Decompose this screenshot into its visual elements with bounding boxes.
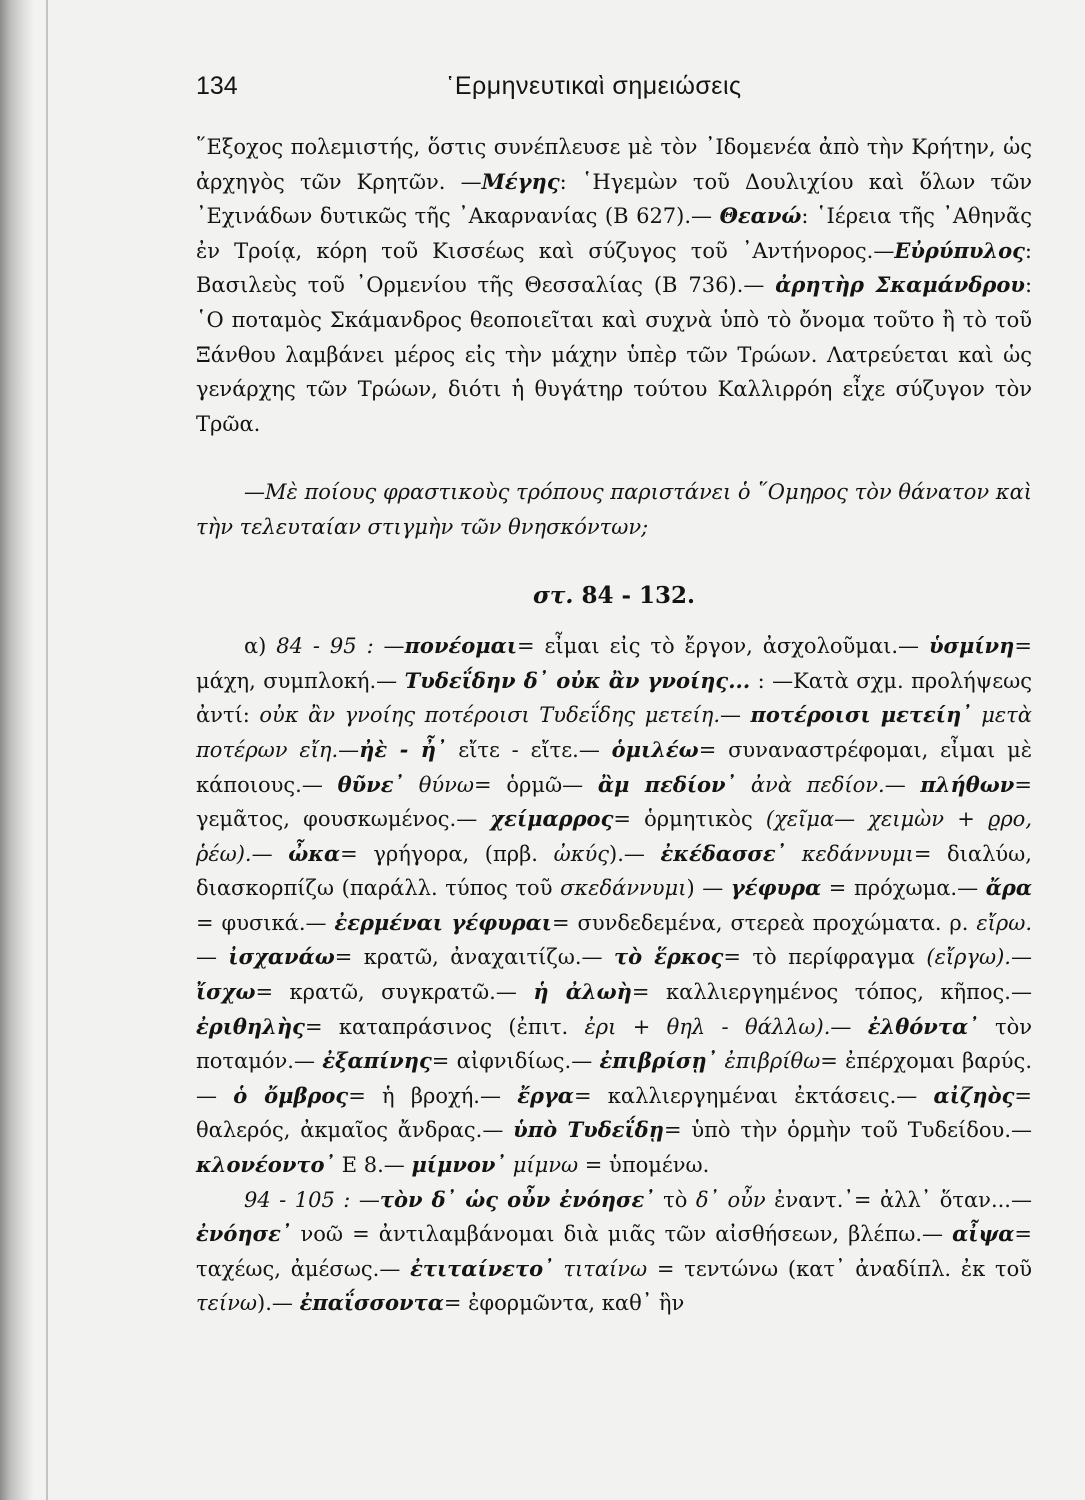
section-range: 84 - 132. <box>581 581 696 609</box>
text-run: : Βασιλεὺς τοῦ ᾿Ορμενίου τῆς Θεσσαλίας (Β 736).— <box>196 238 1032 298</box>
italic-text: δ᾿ οὖν <box>695 1187 766 1212</box>
italic-text: ἐπιβρίθω <box>724 1049 821 1074</box>
text-run: = πρόχωμα.— <box>821 876 986 901</box>
headword: ἴσχω <box>196 979 256 1005</box>
text-run: — <box>373 634 405 659</box>
italic-text: τείνω <box>196 1291 258 1316</box>
headword: Τυδεΐδην δ᾿ οὐκ ἂν γνοίης... <box>404 667 751 693</box>
page-gutter-shadow <box>0 0 34 1500</box>
text-run: = τεντώνω (κατ᾿ ἀναδίπλ. ἐκ τοῦ <box>647 1256 1032 1281</box>
running-title: ῾Ερμηνευτικαὶ σημειώσεις <box>446 72 742 100</box>
page-edge-line <box>46 0 48 1500</box>
text-run: — <box>196 945 229 970</box>
text-run: = ἐπέρχομαι βαρύς.— <box>196 1049 1032 1108</box>
headword: ὁμιλέω <box>611 736 699 762</box>
text-run: τὸ <box>654 1187 696 1212</box>
text-run <box>404 773 419 797</box>
headword: τὸ ἕρκος <box>613 944 724 970</box>
text-run: = γεμᾶτος, φουσκωμένος.— <box>196 772 1032 832</box>
headword: ἐξαπίνης <box>322 1048 432 1074</box>
notes-paragraph-b <box>196 1183 1032 1321</box>
text-run: = μάχη, συμπλοκή.— <box>196 634 1032 693</box>
italic-text: μετὰ ποτέρων εἴη. <box>196 703 1032 762</box>
notes-paragraph-a <box>196 629 1032 1183</box>
text-run: — <box>884 772 921 797</box>
italic-text: ἀνὰ πεδίον. <box>750 772 885 797</box>
text-run <box>736 773 751 797</box>
text-run: : ῾Ηγεμὼν τοῦ Δουλιχίου καὶ ὅλων τῶν ᾿Εχινάδων δυτικῶς τῆς ᾿Ακαρνανίας (Β 627).— <box>196 169 1033 229</box>
text-run: ) — <box>686 876 731 901</box>
text-run: Ε 8.— <box>335 1153 412 1178</box>
italic-text: μίμνω <box>512 1153 579 1178</box>
headword: κλονέοντο᾿ <box>196 1152 336 1178</box>
headword: αἶψα <box>952 1221 1015 1247</box>
text-run: — <box>830 1014 868 1039</box>
text-run: τὸν ποταμόν.— <box>196 1014 1032 1074</box>
headword: ἐπαΐσσοντα <box>299 1290 444 1316</box>
section-heading <box>196 579 1032 614</box>
headword: ἐνόησε᾿ <box>196 1221 292 1247</box>
headword: ὦκα <box>288 840 341 866</box>
text-run: = ἐφορμῶντα, καθ᾿ ἣν <box>443 1291 685 1316</box>
text-run: = κρατῶ, ἀναχαιτίζω.— <box>334 945 614 970</box>
text-run: = αἰφνιδίως.— <box>431 1049 600 1074</box>
headword: ἔργα <box>517 1082 574 1108</box>
headword: ὑπὸ Τυδεΐδῃ <box>513 1117 664 1143</box>
italic-text: θύνω <box>418 772 475 797</box>
text-run: = τὸ περίφραγμα <box>723 945 927 970</box>
headword: Εὐρύπυλος <box>894 237 1025 263</box>
page-number: 134 <box>196 72 238 100</box>
section-abbr: στ. <box>532 581 574 609</box>
text-run: = συνδεδεμένα, στερεὰ προχώματα. ρ. <box>551 910 977 935</box>
text-run: ῞Εξοχος πολεμιστής, ὅστις συνέπλευσε μὲ τὸν ᾿Ιδομενέα ἀπὸ τὴν Κρήτην, ὡς ἀρχηγὸς τῶν Κρητῶν. — <box>196 135 1032 194</box>
headword: μίμνον᾿ <box>411 1152 506 1178</box>
text-run <box>972 703 982 727</box>
text-run: : ῾Ο ποταμὸς Σκάμανδρος θεοποιεῖται καὶ συχνὰ ὑπὸ τὸ ὄνομα τοῦτο ἢ τὸ τοῦ Ξάνθου λαμβάνει μέρος εἰς τὴν μάχην ὑπὲρ τῶν Τρώων. Λατρεύεται καὶ ὡς γενάρχης τῶν Τρώων, διότι ἡ θυγάτηρ τούτου Καλλιρρόη εἶχε σύζυγον τὸν Τρῶα. <box>196 273 1033 436</box>
italic-text: 94 - 105 : <box>244 1187 351 1212</box>
intro-paragraph <box>196 130 1032 441</box>
italic-text: κεδάννυμι <box>801 841 914 866</box>
text-run: — <box>350 1187 380 1212</box>
italic-text: ἐρι + θηλ - θάλλω). <box>584 1014 831 1039</box>
text-run: = ἡ βροχή.— <box>348 1083 518 1108</box>
italic-text: 84 - 95 : <box>276 634 374 659</box>
text-run: = εἶμαι εἰς τὸ ἔργον, ἀσχολοῦμαι.— <box>516 634 929 659</box>
text-run <box>506 1153 513 1177</box>
headword: ἂμ πεδίον᾿ <box>597 771 737 797</box>
text-run: εἴτε - εἴτε.— <box>446 737 612 762</box>
headword: ἀρητὴρ Σκαμάνδρου <box>775 272 1025 298</box>
text-run: ).— <box>257 1291 300 1316</box>
italic-text: οὐκ ἂν γνοίης ποτέροισι Τυδεΐδης μετείη. <box>259 703 721 728</box>
text-run: = ὁρμητικὸς <box>613 807 766 832</box>
headword: γέφυρα <box>730 875 822 901</box>
text-run: = γρήγορα, (πρβ. <box>340 841 554 866</box>
text-run <box>786 842 802 866</box>
text-run: — <box>338 737 360 762</box>
headword: χείμαρρος <box>490 806 614 832</box>
headword: θῦνε᾿ <box>337 771 404 797</box>
text-run: : —Κατὰ σχμ. προλήψεως ἀντί: <box>196 668 1032 728</box>
headword: Θεανώ <box>719 203 802 229</box>
text-run: = ὁρμῶ— <box>474 772 598 797</box>
headword: πονέομαι <box>404 633 517 659</box>
text-run: = συναναστρέφομαι, εἶμαι μὲ κάποιους.— <box>196 737 1032 797</box>
text-run: = καλλιεργημένος τόπος, κῆπος.— <box>631 980 1032 1005</box>
text-run <box>554 1257 564 1281</box>
headword: ἐπιβρίσῃ᾿ <box>599 1048 718 1074</box>
text-run: — <box>1010 945 1032 970</box>
text-run: = ὑπὸ τὴν ὁρμὴν τοῦ Τυδείδου.— <box>663 1118 1033 1143</box>
headword: τὸν δ᾿ ὡς οὖν ἐνόησε᾿ <box>379 1186 655 1212</box>
text-run: = θαλερός, ἀκμαῖος ἄνδρας.— <box>196 1083 1032 1143</box>
text-run: = διαλύω, διασκορπίζω (παράλλ. τύπος τοῦ <box>196 841 1032 901</box>
page-body <box>196 130 1032 1321</box>
headword: αἰζηὸς <box>933 1082 1015 1108</box>
headword: ἐριθηλὴς <box>196 1013 305 1039</box>
study-question: —Μὲ ποίους φραστικοὺς τρόπους παριστάνει ὁ ῞Ομηρος τὸν θάνατον καὶ τὴν τελευταίαν στιγμὴν τῶν θνησκόντων; <box>196 480 1032 539</box>
page-header <box>196 72 1032 112</box>
headword: ἐερμέναι γέφυραι <box>334 909 552 935</box>
text-run: = ὑπομένω. <box>578 1153 710 1178</box>
italic-text: εἴρω. <box>976 910 1032 935</box>
text-run: = κρατῶ, συγκρατῶ.— <box>255 980 534 1005</box>
text-run: νοῶ = ἀντιλαμβάνομαι διὰ μιᾶς τῶν αἰσθήσεων, βλέπω.— <box>291 1222 953 1247</box>
headword: ὁ ὄμβρος <box>233 1082 349 1108</box>
italic-text: τιταίνω <box>563 1256 648 1281</box>
text-run: — <box>251 841 289 866</box>
text-run: ἐναντ.᾿= ἀλλ᾿ ὅταν...— <box>765 1187 1032 1212</box>
headword: ἐτιταίνετο᾿ <box>410 1255 554 1281</box>
headword: ἡ ἀλωὴ <box>533 979 632 1005</box>
headword: ὑσμίνη <box>928 633 1015 659</box>
headword: πλήθων <box>920 771 1015 797</box>
text-run: ).— <box>609 841 661 866</box>
headword: ἐλθόντα᾿ <box>867 1013 979 1039</box>
italic-text: σκεδάννυμι <box>560 876 687 901</box>
headword: ποτέροισι μετείη᾿ <box>750 702 972 728</box>
text-run: = ταχέως, ἀμέσως.— <box>196 1222 1032 1281</box>
italic-text: ὠκύς <box>553 841 610 866</box>
italic-text: (εἴργω). <box>926 945 1011 970</box>
text-run: — <box>720 703 751 728</box>
italic-text: (χεῖμα— χειμὼν + ϱρο, ῥέω). <box>196 807 1032 866</box>
text-run: = καταπράσινος (ἐπιτ. <box>304 1014 585 1039</box>
text-run: α) <box>244 634 277 659</box>
headword: ἰσχανάω <box>228 944 335 970</box>
text-run: = καλλιεργημέναι ἐκτάσεις.— <box>573 1083 934 1108</box>
headword: ἐκέδασσε᾿ <box>660 840 787 866</box>
headword: Μέγης <box>481 168 560 194</box>
text-run: : ῾Ιέρεια τῆς ᾿Αθηνᾶς ἐν Τροίᾳ, κόρη τοῦ Κισσέως καὶ σύζυγος τοῦ ᾿Αντήνορος.— <box>196 204 1032 263</box>
text-run: = φυσικά.— <box>196 910 335 935</box>
headword: ἠὲ - ἦ᾿ <box>359 736 447 762</box>
headword: ἄρα <box>985 875 1032 901</box>
